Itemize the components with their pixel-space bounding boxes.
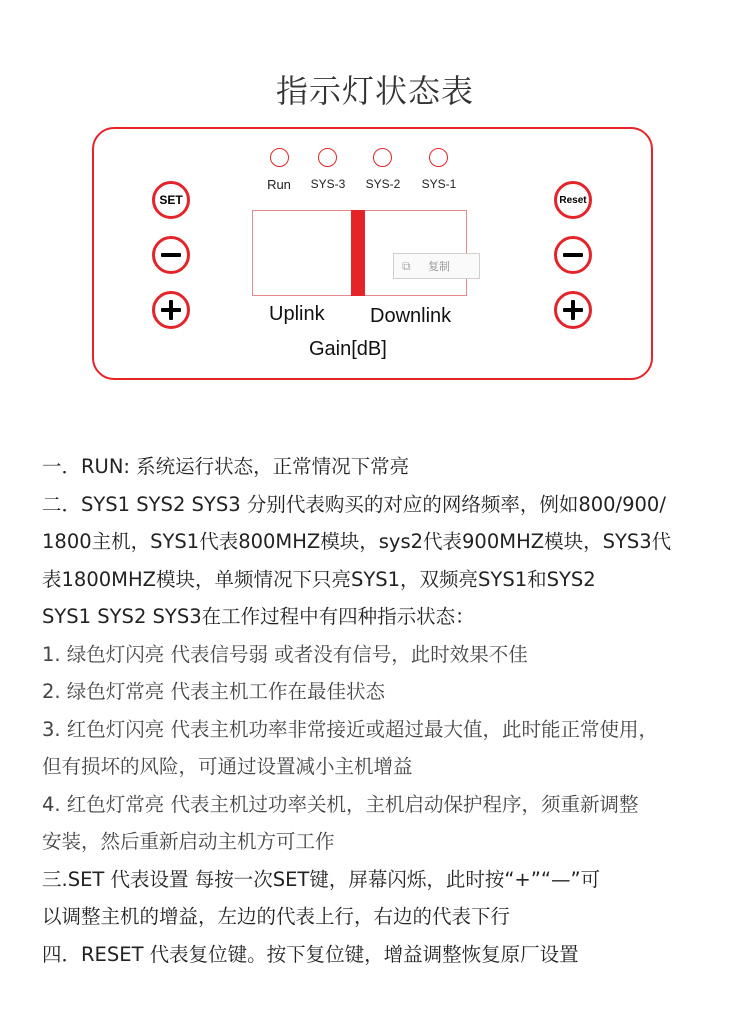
- plus-icon: [161, 300, 181, 320]
- gain-label: Gain[dB]: [309, 338, 387, 360]
- run-led: [270, 148, 289, 167]
- text-line: 1. 绿色灯闪亮 代表信号弱 或者没有信号，此时效果不佳: [42, 642, 528, 666]
- text-line: 4. 红色灯常亮 代表主机过功率关机，主机启动保护程序，须重新调整: [42, 792, 639, 816]
- sys3-led: [318, 148, 337, 167]
- left-minus-button[interactable]: [152, 236, 190, 274]
- sys2-led: [373, 148, 392, 167]
- reset-button[interactable]: [554, 181, 592, 219]
- set-button[interactable]: [152, 181, 190, 219]
- text-line: 安装，然后重新启动主机方可工作: [42, 830, 335, 853]
- text-line: 2. 绿色灯常亮 代表主机工作在最佳状态: [42, 680, 386, 703]
- sys1-led-label: SYS-1: [421, 177, 457, 191]
- gain-divider-bar: [351, 210, 365, 296]
- text-line: 三.SET 代表设置 每按一次SET键，屏幕闪烁，此时按“+”“—”可: [42, 867, 601, 891]
- indicator-panel-diagram: [92, 127, 653, 380]
- text-line: 3. 红色灯闪亮 代表主机功率非常接近或超过最大值，此时能正常使用，: [42, 717, 659, 741]
- minus-icon: [161, 253, 181, 257]
- downlink-label: Downlink: [370, 305, 452, 327]
- copy-tooltip-label: 复制: [428, 260, 450, 273]
- description-text: [42, 448, 732, 973]
- page-title: 指示灯状态表: [275, 72, 474, 110]
- text-line: 但有损坏的风险，可通过设置减小主机增益: [42, 755, 413, 778]
- text-line: 四．RESET 代表复位键。按下复位键，增益调整恢复原厂设置: [42, 942, 579, 966]
- text-line: 1800主机，SYS1代表800MHZ模块，sys2代表900MHZ模块，SYS3代: [42, 530, 672, 553]
- text-line: 一．RUN: 系统运行状态，正常情况下常亮: [42, 455, 410, 478]
- right-minus-button[interactable]: [554, 236, 592, 274]
- text-line: SYS1 SYS2 SYS3在工作过程中有四种指示状态：: [42, 605, 475, 628]
- right-plus-button[interactable]: [554, 291, 592, 329]
- run-led-label: Run: [267, 177, 291, 192]
- reset-button-label: Reset: [559, 194, 587, 206]
- minus-icon: [563, 253, 583, 257]
- text-line: 表1800MHZ模块，单频情况下只亮SYS1，双频亮SYS1和SYS2: [42, 567, 596, 591]
- left-plus-button[interactable]: [152, 291, 190, 329]
- copy-tooltip[interactable]: [393, 253, 480, 279]
- text-line: 以调整主机的增益，左边的代表上行，右边的代表下行: [42, 905, 511, 928]
- sys1-led: [429, 148, 448, 167]
- plus-icon: [563, 300, 583, 320]
- sys3-led-label: SYS-3: [310, 177, 346, 191]
- gain-display: [252, 210, 467, 296]
- set-button-label: SET: [159, 193, 183, 207]
- text-line: 二．SYS1 SYS2 SYS3 分别代表购买的对应的网络频率，例如800/900/: [42, 492, 666, 516]
- sys2-led-label: SYS-2: [365, 177, 401, 191]
- copy-icon: ⧉: [402, 258, 411, 273]
- uplink-label: Uplink: [269, 303, 325, 325]
